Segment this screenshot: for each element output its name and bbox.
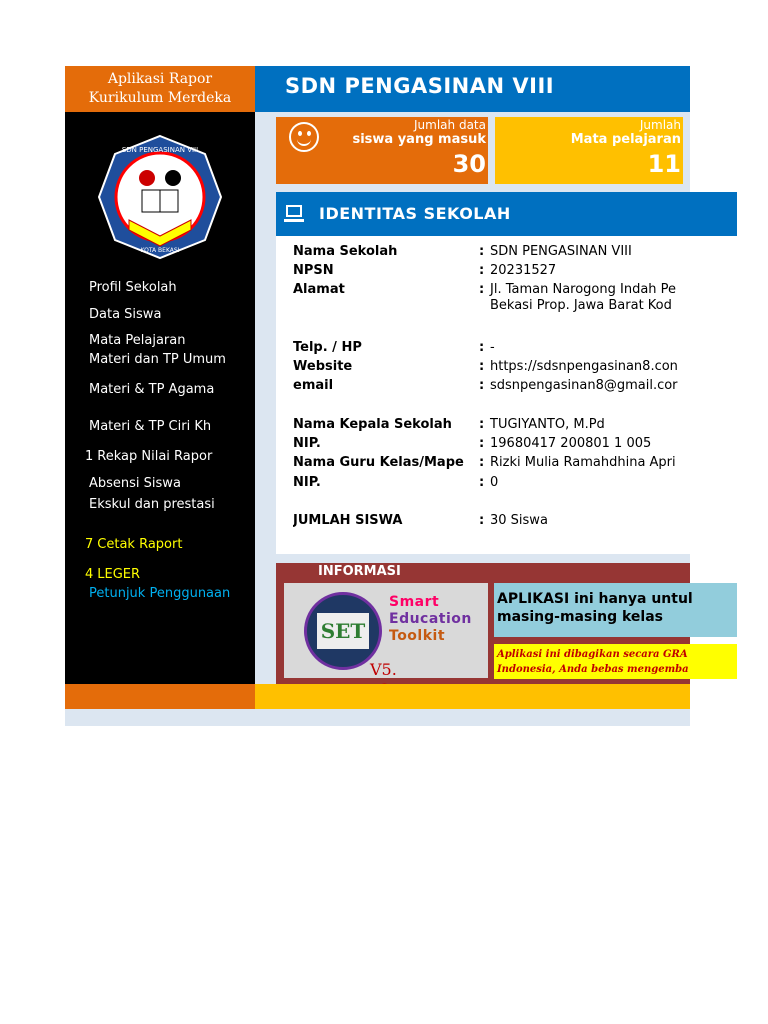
app-title-line2: Kurikulum Merdeka (88, 90, 232, 106)
identity-label: NIP. (293, 475, 321, 490)
identity-colon: : (479, 359, 485, 374)
identity-colon: : (479, 475, 485, 490)
info-message (494, 583, 737, 637)
identity-label: NIP. (293, 436, 321, 451)
identity-value[interactable]: 19680417 200801 1 005 (490, 436, 652, 451)
identity-row (276, 475, 690, 493)
identity-row (276, 282, 690, 313)
identity-row (276, 359, 690, 377)
brand-line2: Education (389, 611, 472, 627)
identity-value[interactable]: SDN PENGASINAN VIII (490, 244, 632, 259)
footer-left (65, 684, 255, 709)
identity-row (276, 263, 690, 281)
identity-colon: : (479, 378, 485, 393)
student-card-line2: siswa yang masuk (352, 132, 486, 147)
sidebar-item[interactable] (85, 497, 250, 513)
identity-value[interactable]: sdsnpengasinan8@gmail.cor (490, 378, 678, 393)
sidebar-item-label: LEGER (97, 567, 141, 582)
identity-colon: : (479, 340, 485, 355)
sidebar-item-icon: 4 (85, 567, 94, 582)
sidebar-item-label: Materi dan TP Umum (89, 352, 226, 367)
identity-row (276, 455, 690, 473)
identity-value[interactable]: 20231527 (490, 263, 557, 278)
identity-value[interactable]: 30 Siswa (490, 513, 548, 528)
sidebar-item[interactable] (85, 352, 250, 368)
school-logo-text-top: SDN PENGASINAN VIII (121, 146, 199, 154)
identity-value[interactable]: - (490, 340, 495, 355)
app-title (65, 66, 255, 112)
brand-line1: Smart (389, 594, 440, 610)
sidebar-item-label: Ekskul dan prestasi (89, 497, 215, 512)
identity-row (276, 417, 690, 435)
header-bar (255, 66, 690, 112)
identity-row (276, 340, 690, 358)
sidebar-item[interactable] (85, 419, 250, 435)
identity-colon: : (479, 513, 485, 528)
identity-row (276, 244, 690, 262)
identity-label: email (293, 378, 334, 393)
identity-label: Nama Kepala Sekolah (293, 417, 452, 432)
sidebar-item[interactable] (85, 567, 250, 583)
sidebar-item[interactable] (85, 307, 250, 323)
identity-row (276, 436, 690, 454)
sidebar-item-icon: 1 (85, 449, 94, 464)
brand-line3: Toolkit (389, 628, 446, 644)
identity-colon: : (479, 455, 485, 470)
identity-colon: : (479, 244, 485, 259)
identity-value[interactable]: Rizki Mulia Ramahdhina Apri (490, 455, 676, 470)
school-logo-text-bottom: KOTA BEKASI (140, 247, 180, 254)
version-line1: V5. (370, 660, 397, 679)
info-note-line1: Aplikasi ini dibagikan secara GRA (497, 649, 688, 660)
identity-row (276, 378, 690, 396)
student-count-card[interactable] (276, 117, 488, 184)
set-badge-icon (304, 592, 382, 670)
subject-count-card[interactable] (495, 117, 683, 184)
sidebar-item-label: Petunjuk Penggunaan (89, 586, 231, 601)
identity-value[interactable]: https://sdsnpengasinan8.con (490, 359, 678, 374)
identity-label: Nama Guru Kelas/Mape (293, 455, 464, 470)
sidebar-item[interactable] (85, 449, 250, 465)
identity-value[interactable]: Jl. Taman Narogong Indah Pe (490, 282, 677, 297)
page-title: SDN PENGASINAN VIII (285, 74, 555, 98)
info-note-line2: Indonesia, Anda bebas mengemba (497, 664, 689, 675)
sidebar-item-label: Mata Pelajaran (89, 333, 186, 348)
identity-colon: : (479, 436, 485, 451)
sidebar-item-label: Materi & TP Ciri Kh (89, 419, 212, 434)
identity-title: IDENTITAS SEKOLAH (319, 204, 511, 223)
subject-card-line1: Jumlah (639, 118, 681, 132)
sidebar-item[interactable] (85, 382, 250, 398)
student-count: 30 (452, 150, 486, 178)
sidebar-item[interactable] (85, 333, 250, 349)
sidebar-item[interactable] (85, 537, 250, 553)
sidebar-item-label: Rekap Nilai Rapor (97, 449, 213, 464)
identity-colon: : (479, 417, 485, 432)
identity-value-line2[interactable]: Bekasi Prop. Jawa Barat Kod (490, 298, 672, 313)
sidebar-item-label: Materi & TP Agama (89, 382, 215, 397)
identity-value[interactable]: TUGIYANTO, M.Pd (490, 417, 605, 432)
identity-label: Nama Sekolah (293, 244, 398, 259)
identity-header (276, 192, 737, 236)
computer-icon (286, 205, 302, 217)
identity-colon: : (479, 263, 485, 278)
identity-row (276, 513, 690, 531)
subject-card-line2: Mata pelajaran (570, 132, 681, 147)
sidebar-item[interactable] (85, 476, 250, 492)
student-card-line1: Jumlah data (414, 118, 486, 132)
identity-panel (276, 236, 690, 554)
sidebar-item-icon: 7 (85, 537, 94, 552)
info-note (494, 644, 737, 679)
identity-label: JUMLAH SISWA (293, 513, 403, 528)
sidebar-item-label: Cetak Raport (97, 537, 183, 552)
sidebar-item[interactable] (85, 586, 250, 602)
sidebar-item[interactable] (85, 280, 250, 296)
set-badge-text: SET (317, 613, 369, 649)
app-title-line1: Aplikasi Rapor (107, 71, 213, 87)
identity-label: Telp. / HP (293, 340, 362, 355)
footer-right (255, 684, 690, 709)
subject-count: 11 (647, 150, 681, 178)
info-title: INFORMASI (318, 564, 401, 579)
identity-colon: : (479, 282, 485, 297)
sidebar-item-label: Absensi Siswa (89, 476, 181, 491)
identity-label: NPSN (293, 263, 334, 278)
identity-label: Website (293, 359, 353, 374)
identity-value[interactable]: 0 (490, 475, 499, 490)
sidebar-item-label: Profil Sekolah (89, 280, 177, 295)
info-message-line1: APLIKASI ini hanya untul (497, 591, 693, 607)
school-logo (95, 132, 225, 262)
info-message-line2: masing-masing kelas (497, 609, 664, 625)
identity-label: Alamat (293, 282, 345, 297)
sidebar-item-label: Data Siswa (89, 307, 162, 322)
smiley-icon (289, 122, 319, 152)
